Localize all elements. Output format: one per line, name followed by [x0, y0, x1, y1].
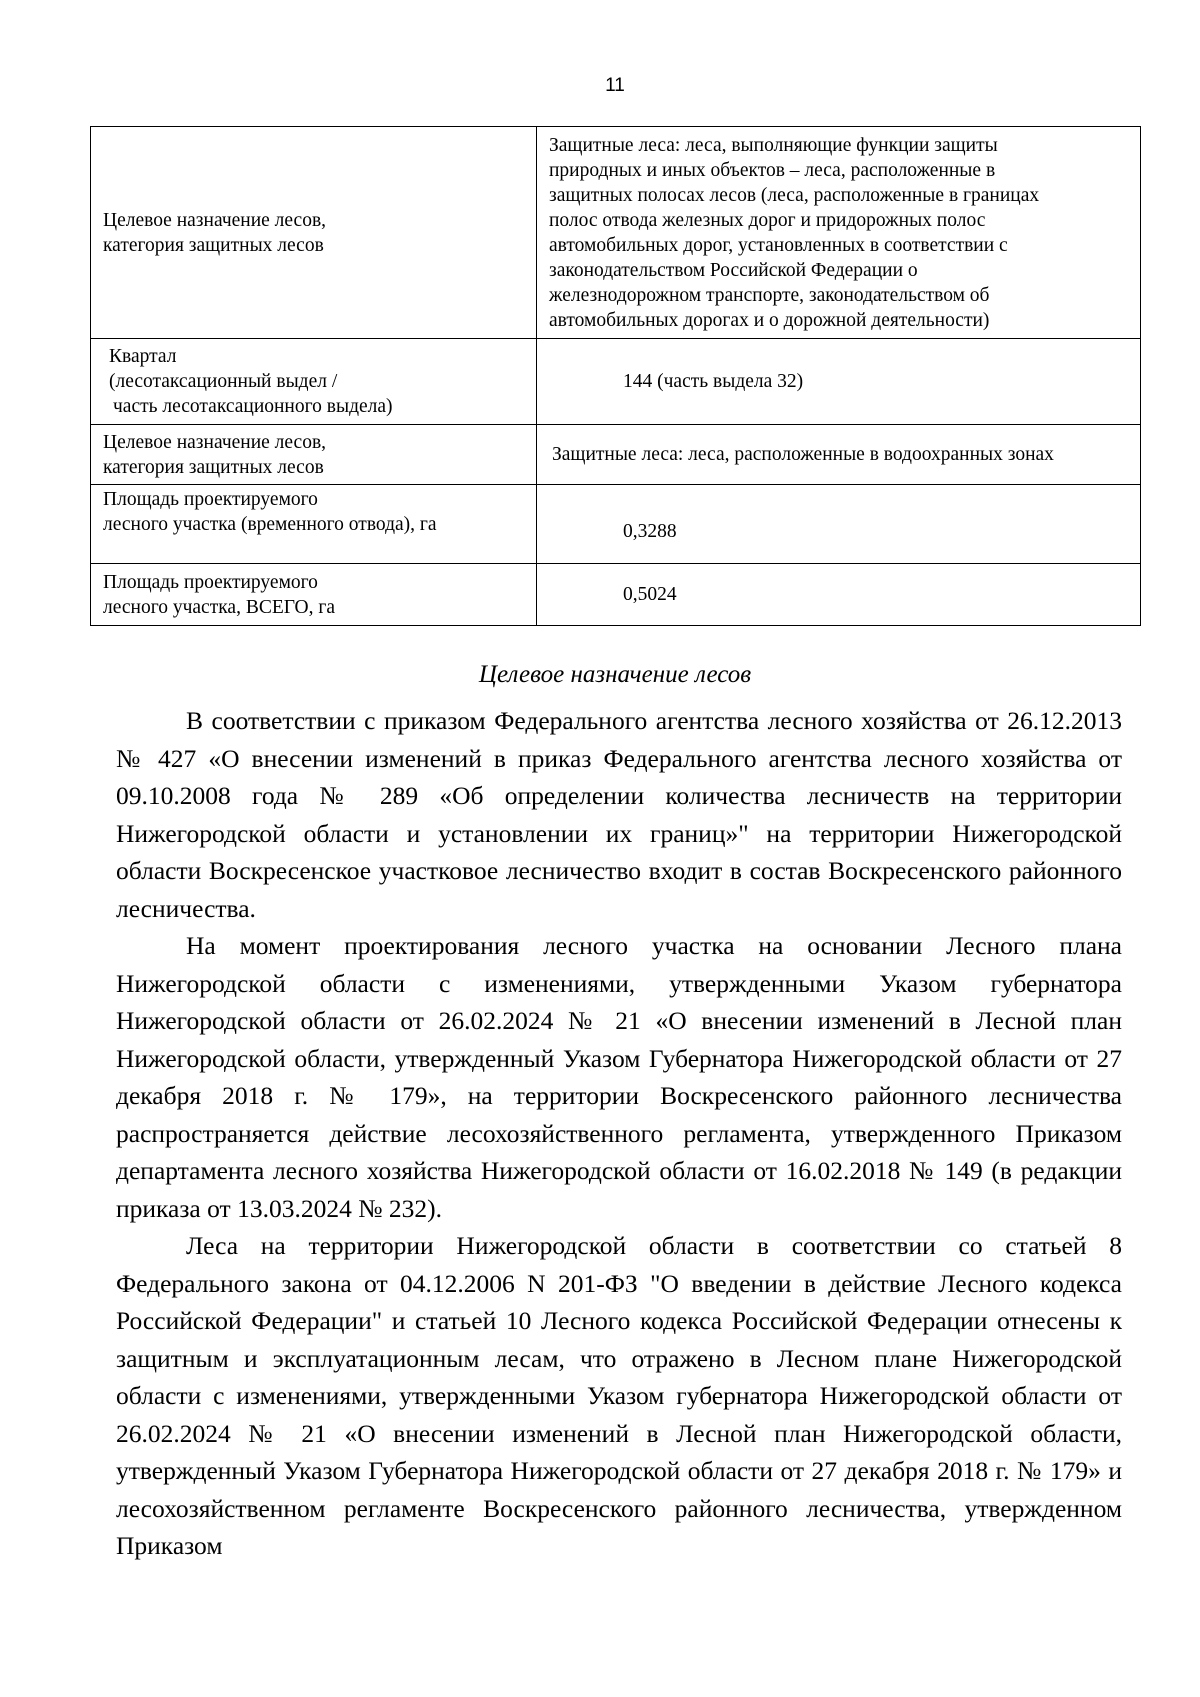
section-heading: Целевое назначение лесов	[478, 661, 752, 688]
table-row	[91, 127, 1141, 339]
table-cell-value	[537, 564, 1141, 626]
paragraph: Леса на территории Нижегородской области в соответствии со статьей 8 Федерального закона от 04.12.2006 N 201-ФЗ "О введении в действие Лесного кодекса Российской Федерации" и статьей 10 Лесного кодекса Российской Федерации отнесены к защитным и эксплуатационным лесам, что отражено в Лесном плане Нижегородской области с изменениями, утвержденными Указом губернатора Нижегородской области от 26.02.2024 № 21 «О внесении изменений в Лесной план Нижегородской области, утвержденный Указом Губернатора Нижегородской области от 27 декабря 2018 г. № 179» и лесохозяйственном регламенте Воскресенского районного лесничества, утвержденном Приказом	[116, 1231, 1122, 1560]
label-line: Квартал	[109, 346, 177, 367]
label-line: лесного участка, ВСЕГО, га	[103, 596, 336, 618]
label-line: Целевое назначение лесов,	[103, 209, 327, 231]
forest-plot-table	[90, 126, 1141, 626]
value-line: природных и иных объектов – леса, расположенные в	[549, 159, 996, 181]
label-line: Площадь проектируемого	[103, 571, 318, 593]
document-body	[116, 702, 1122, 1565]
table-cell-label	[91, 339, 537, 425]
value-line: полос отвода железных дорог и придорожных полос	[549, 209, 986, 231]
table-cell-value	[537, 339, 1141, 425]
table-cell-value	[537, 425, 1141, 485]
value-line: автомобильных дорог, установленных в соответствии с	[549, 234, 1008, 256]
value-line: 144 (часть выдела 32)	[623, 371, 804, 392]
value-line: защитных полосах лесов (леса, расположенные в границах	[549, 184, 1040, 206]
page-number: 11	[605, 75, 625, 96]
table-row	[91, 425, 1141, 485]
value-line: Защитные леса: леса, выполняющие функции защиты	[549, 134, 998, 156]
label-line: Целевое назначение лесов,	[103, 431, 327, 453]
table-cell-label	[91, 425, 537, 485]
label-line: Площадь проектируемого	[103, 489, 318, 510]
table-row	[91, 485, 1141, 564]
table-cell-label	[91, 127, 537, 339]
table-cell-value	[537, 485, 1141, 564]
table-cell-label	[91, 485, 537, 564]
value-line: 0,3288	[623, 520, 677, 542]
value-line: железнодорожном транспорте, законодательством об	[549, 284, 990, 306]
table-row	[91, 339, 1141, 425]
table-cell-value	[537, 127, 1141, 339]
label-line: категория защитных лесов	[103, 456, 324, 478]
label-line: (лесотаксационный выдел /	[109, 371, 338, 392]
label-line: категория защитных лесов	[103, 234, 324, 256]
label-line: часть лесотаксационного выдела)	[113, 396, 393, 417]
paragraph: В соответствии с приказом Федерального агентства лесного хозяйства от 26.12.2013 № 427 «О внесении изменений в приказ Федерального агентства лесного хозяйства от 09.10.2008 года № 289 «Об определении количества лесничеств на территории Нижегородской области и установлении их границ»" на территории Нижегородской области Воскресенское участковое лесничество входит в состав Воскресенского районного лесничества.	[116, 706, 1122, 923]
label-line: лесного участка (временного отвода), га	[103, 514, 437, 535]
value-line: Защитные леса: леса, расположенные в водоохранных зонах	[552, 444, 1054, 465]
table-cell-label	[91, 564, 537, 626]
table-row	[91, 564, 1141, 626]
paragraph: На момент проектирования лесного участка на основании Лесного плана Нижегородской области с изменениями, утвержденными Указом губернатора Нижегородской области от 26.02.2024 № 21 «О внесении изменений в Лесной план Нижегородской области, утвержденный Указом Губернатора Нижегородской области от 27 декабря 2018 г. № 179», на территории Воскресенского районного лесничества распространяется действие лесохозяйственного регламента, утвержденного Приказом департамента лесного хозяйства Нижегородской области от 16.02.2018 № 149 (в редакции приказа от 13.03.2024 № 232).	[116, 931, 1122, 1223]
value-line: законодательством Российской Федерации о	[549, 259, 918, 281]
value-line: 0,5024	[623, 584, 677, 605]
value-line: автомобильных дорогах и о дорожной деятельности)	[549, 309, 990, 331]
